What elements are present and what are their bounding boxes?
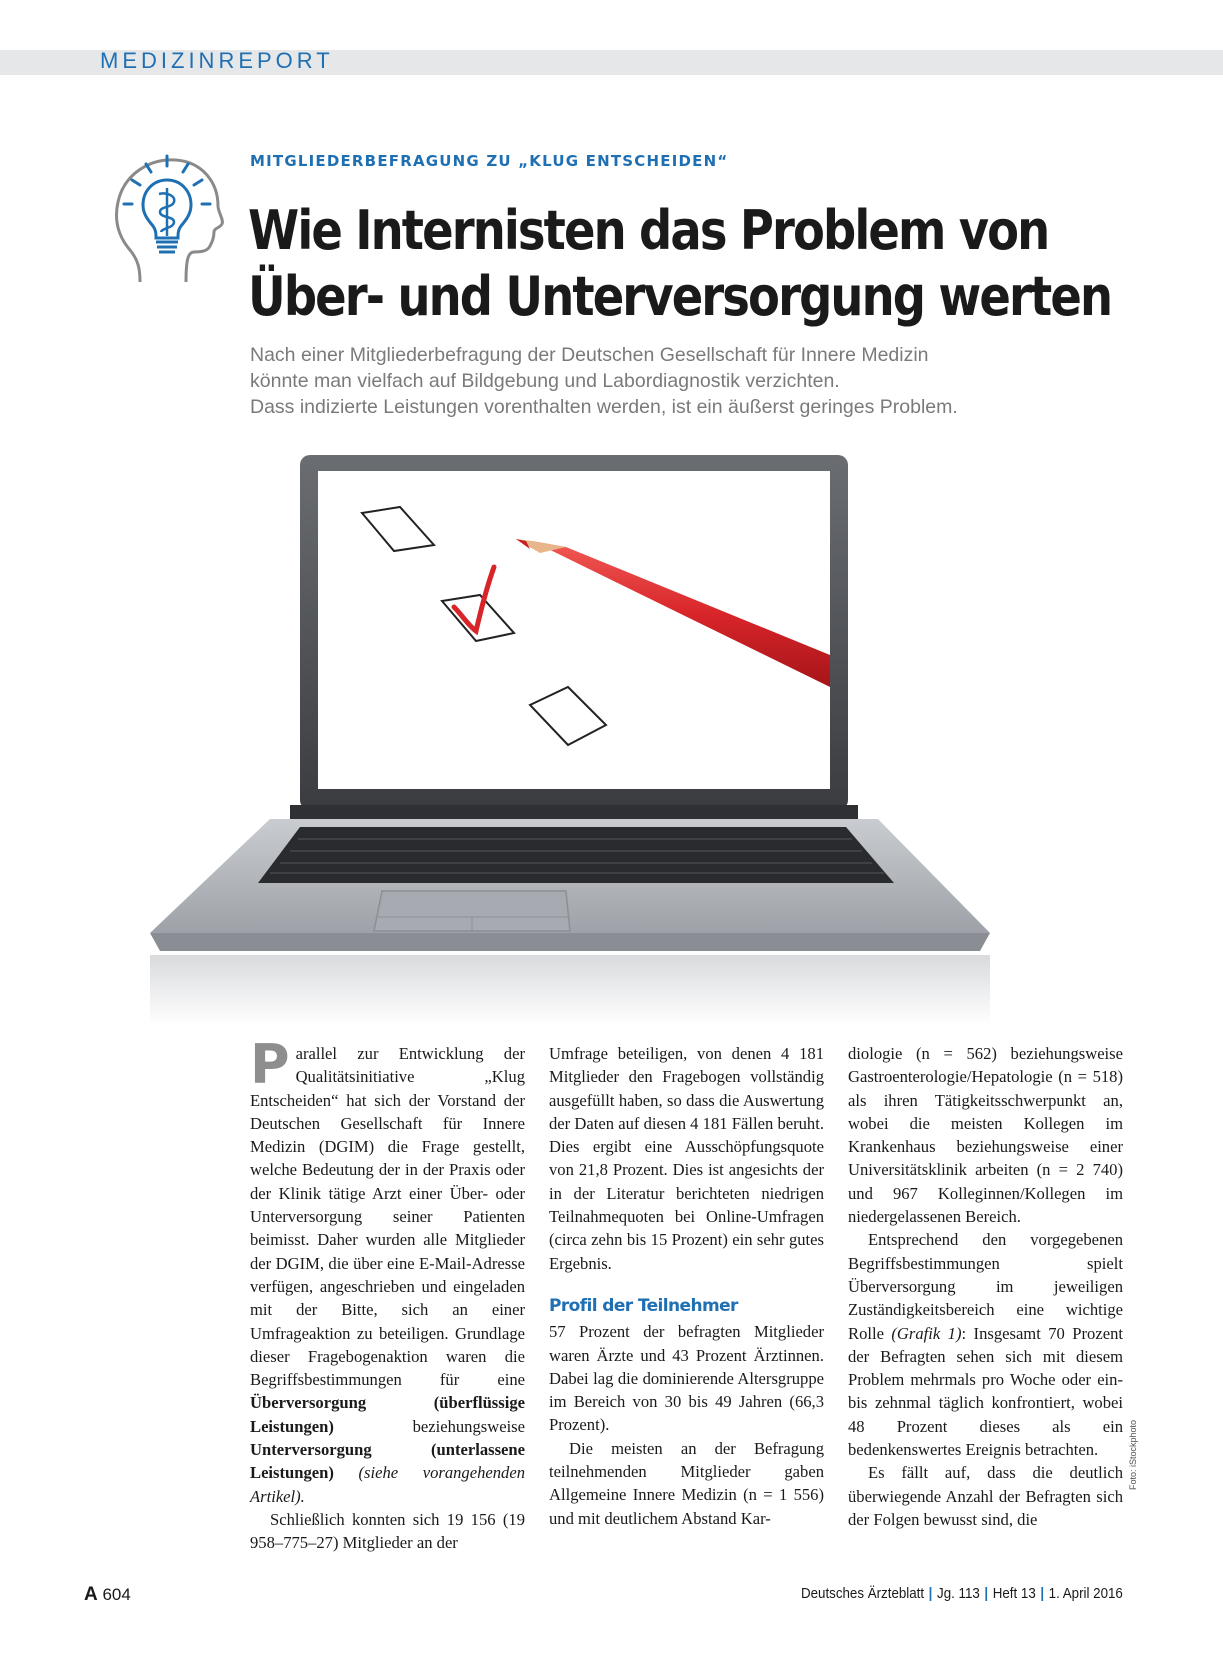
headline-line-2: Über- und Unterversorgung werten: [248, 265, 1112, 328]
paragraph: 57 Prozent der befragten Mitglieder waren Ärzte und 43 Prozent Ärztinnen. Dabei lag die dominierende Altersgruppe im Bereich von 30 bis 49 Jahren (66,3 Prozent).: [549, 1322, 824, 1435]
paragraph-text: arallel zur Entwicklung der Qualitätsinitiative „Klug Entscheiden“ hat sich der Vorstand der Deutschen Gesellschaft für Innere Medizin (DGIM) die Frage gestellt, welche Bedeutung der in der Praxis oder der Klinik tätige Arzt einer Über- oder Unterversorgung seiner Patienten beimisst. Daher wurden alle Mitglieder der DGIM, die über eine E-Mail-Adresse verfügen, angeschrieben und eingeladen mit der Bitte, sich an einer Umfrageaktion zu beteiligen. Grundlage dieser Fragebogenaktion waren die Begriffsbestimmungen für eine: [250, 1044, 525, 1390]
article-kicker: MITGLIEDERBEFRAGUNG ZU „KLUG ENTSCHEIDEN“: [250, 152, 729, 170]
subline-line-3: Dass indizierte Leistungen vorenthalten werden, ist ein äußerst geringes Problem.: [250, 396, 958, 418]
paragraph-text: beziehungsweise: [333, 1416, 525, 1436]
page-number-value: 604: [102, 1585, 131, 1604]
text-column-2: [549, 1042, 824, 1530]
subline-line-2: könnte man vielfach auf Bildgebung und Labordiagnostik verzichten.: [250, 370, 840, 392]
page-prefix: A: [84, 1584, 98, 1605]
dropcap: P: [250, 1033, 290, 1096]
laptop-survey-image: [150, 455, 1060, 1035]
journal-name: Deutsches Ärzteblatt: [801, 1586, 925, 1602]
paragraph-text: Entsprechend den vorgegebenen Begriffsbestimmungen spielt Überversorgung im jeweiligen Zuständigkeitsbereich eine wichtige Rolle: [848, 1230, 1123, 1343]
term-ueberversorgung: Überversorgung (überflüssige Leistungen): [250, 1393, 525, 1436]
paragraph: Umfrage beteiligen, von denen 4 181 Mitglieder den Fragebogen vollständig ausgefüllt haben, so dass die Auswertung der Daten auf diesen 4 181 Fällen beruht. Dies ergibt eine Ausschöpfungsquote von 21,8 Prozent. Dies ist angesichts der in der Literatur berichteten niedrigen Teilnahmequoten bei Online-Umfragen (circa zehn bis 15 Prozent) ein sehr gutes Ergebnis.: [549, 1044, 824, 1273]
text-column-3: [848, 1042, 1123, 1531]
paragraph: diologie (n = 562) beziehungsweise Gastroenterologie/Hepatologie (n = 518) als ihren Tätigkeitsschwerpunkt an, wobei die meisten Kollegen im Krankenhaus beziehungsweise einer Universitätsklinik arbeiten (n = 2 740) und 967 Kolleginnen/Kollegen im niedergelassenen Bereich.: [848, 1044, 1123, 1227]
footer-issue-info: Deutsches Ärzteblatt | Jg. 113 | Heft 13 | 1. April 2016: [801, 1586, 1123, 1602]
article-headline: [248, 198, 1112, 330]
paragraph-text: : Insgesamt 70 Prozent der Befragten sehen sich mit diesem Problem mehrmals pro Woche oder ein- bis zehnmal täglich konfrontiert, wobei 48 Prozent dieses als ein bedenkenswertes Ereignis betrachten.: [848, 1323, 1123, 1460]
article-subline: [250, 342, 1150, 420]
issue-date: 1. April 2016: [1048, 1586, 1123, 1602]
figure-reference: (Grafik 1): [891, 1323, 962, 1343]
photo-credit: Foto: iStockphoto: [1128, 1419, 1138, 1490]
paragraph: [250, 1033, 525, 1508]
subheading: Profil der Teilnehmer: [549, 1295, 738, 1316]
headline-line-1: Wie Internisten das Problem von: [248, 199, 1049, 262]
head-lightbulb-logo-icon: [110, 150, 225, 285]
journal-volume: Jg. 113: [937, 1586, 980, 1602]
paragraph: Es fällt auf, dass die deutlich überwiegende Anzahl der Befragten sich der Folgen bewusst sind, die: [848, 1463, 1123, 1529]
term-unterversorgung: Unterversorgung (unterlassene Leistungen): [250, 1440, 525, 1483]
reference-note: (siehe vorangehenden Artikel).: [250, 1463, 525, 1506]
subline-line-1: Nach einer Mitgliederbefragung der Deutschen Gesellschaft für Innere Medizin: [250, 344, 929, 366]
paragraph: Schließlich konnten sich 19 156 (19 958–775–27) Mitglieder an der: [250, 1509, 525, 1553]
text-column-1: [250, 1033, 525, 1555]
journal-issue: Heft 13: [992, 1586, 1036, 1602]
paragraph: [848, 1228, 1123, 1461]
page-number: [84, 1584, 131, 1606]
paragraph: Die meisten an der Befragung teilnehmenden Mitglieder gaben Allgemeine Innere Medizin (n = 1 556) und mit deutlichem Abstand Kar-: [549, 1438, 824, 1528]
section-label: MEDIZINREPORT: [100, 48, 334, 73]
